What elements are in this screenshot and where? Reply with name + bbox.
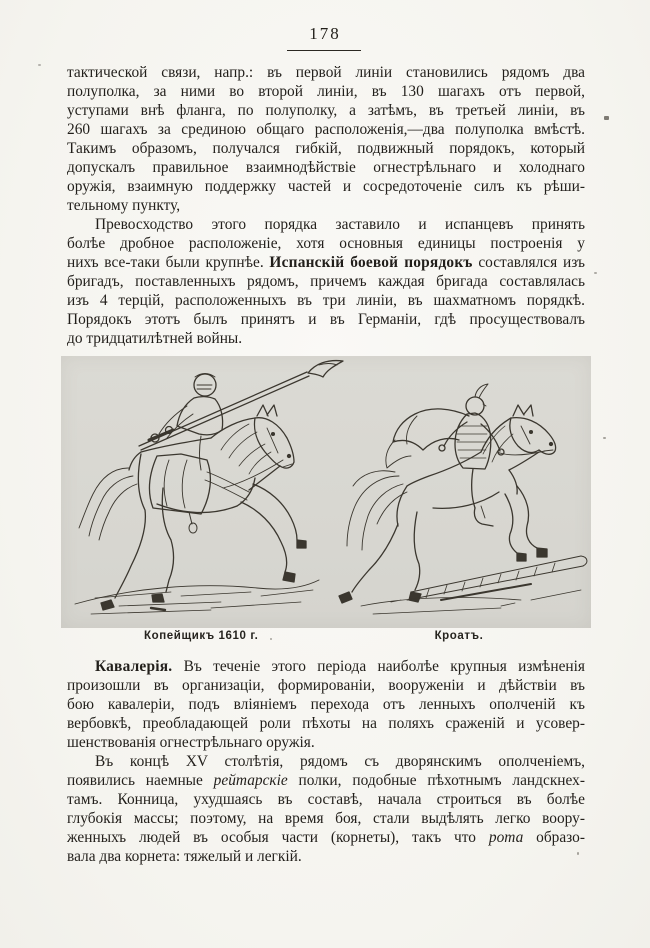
text-line [67,158,585,177]
text-segment: глубокія массы; поэтому, на время боя, стали выдѣлять легко воору- [67,810,585,827]
pikeman-illustration [75,361,343,614]
text-line [67,82,585,101]
text-segment: нихъ все-таки были крупнѣе. [67,254,270,271]
text-line [67,63,585,82]
text-segment: тактической связи, напр.: въ первой линіи становились рядомъ два [67,64,585,81]
text-segment: Въ теченіе этого періода наиболѣе крупныя измѣненія [172,658,585,675]
text-segment: тамъ. Конница, ухудшаясь въ составѣ, начала строиться въ болѣе [67,791,585,808]
scan-speck [604,116,609,120]
text-line [67,196,585,215]
croat-illustration [339,384,587,614]
text-segment: до тридцатилѣтней войны. [67,330,243,347]
text-segment: Такимъ образомъ, получался гибкій, подвижный порядокъ, который [67,140,585,157]
bold-text: Кавалерія. [95,658,173,675]
text-line [67,676,585,695]
text-line [67,234,585,253]
header-rule [287,50,361,51]
text-segment: 260 шагахъ за срединою общаго расположенія,—два полуполка вмѣстѣ. [67,121,585,138]
text-line [67,310,585,329]
text-segment: составлялся изъ [472,254,585,271]
text-line [67,120,585,139]
text-segment: тельному пункту, [67,197,181,214]
text-segment: допускалъ правильное взаимнодѣйствіе огнестрѣльнаго и холоднаго [67,159,585,176]
text-segment: вербовкѣ, преобладающей роли пѣхоты на поляхъ сраженій и усовер- [67,715,585,732]
text-line [67,177,585,196]
italic-text: рота [488,829,524,846]
text-line [67,101,585,120]
text-segment: полуполка, за ними во второй линіи, въ 130 шагахъ отъ первой, [67,83,585,100]
scan-speck [594,272,597,274]
text-segment: полки, подобные пѣхотнымъ ландскнех- [287,772,585,789]
text-line [67,790,585,809]
text-line [67,139,585,158]
italic-text: рейтарскіе [213,772,288,789]
text-line [67,714,585,733]
text-segment: Порядокъ этотъ былъ принятъ и въ Германіи, гдѣ просуществовалъ [67,311,585,328]
text-segment: вала два корнета: тяжелый и легкій. [67,848,302,865]
text-line [67,695,585,714]
text-segment: уступами внѣ фланга, по полуполку, а затѣмъ, въ третьей линіи, въ [67,102,585,119]
text-segment: оружія, взаимную поддержку частей и сосредоточеніе силъ къ рѣши- [67,178,585,195]
figure-captions [61,630,591,646]
text-segment: бригадъ, поставленныхъ рядомъ, причемъ каждая бригада составлялась [67,273,585,290]
text-segment: Превосходство этого порядка заставило и испанцевъ принять [95,216,585,233]
text-segment: появились наемные [67,772,214,789]
text-line [67,291,585,310]
scan-speck [603,437,606,439]
text-segment: произошли въ организаціи, формированіи, вооруженіи и дѣйствіи въ [67,677,585,694]
text-segment: шенствованія огнестрѣльнаго оружія. [67,734,315,751]
text-line [67,809,585,828]
text-line [67,272,585,291]
text-segment: образо- [523,829,585,846]
caption-pikeman: Копейщикъ 1610 г. [144,630,259,642]
text-block-upper [67,63,585,348]
text-line [67,215,585,234]
text-block-lower [67,657,585,866]
text-segment: изъ 4 терцій, расположенныхъ въ три линіи, въ шахматномъ порядкѣ. [67,292,585,309]
text-line [67,733,585,752]
scan-speck [38,64,41,66]
text-line [67,828,585,847]
page-number: 178 [309,24,341,43]
text-line [67,847,585,866]
text-segment: Въ концѣ XV столѣтія, рядомъ съ дворянскимъ ополченіемъ, [95,753,585,770]
text-line [67,752,585,771]
text-line [67,329,585,348]
bold-text: Испанскій боевой порядокъ [269,254,473,271]
caption-croat: Кроатъ. [434,630,484,642]
text-segment: бою кавалеріи, подъ вліяніемъ перехода отъ ленныхъ ополченій къ [67,696,585,713]
text-segment: болѣе дробное расположеніе, хотя основныя единицы построенія у [67,235,585,252]
text-line [67,771,585,790]
scan-speck [270,638,272,640]
text-line [67,657,585,676]
figure-plate [61,356,591,628]
page-header [0,24,650,47]
scan-speck [577,852,579,855]
text-line [67,253,585,272]
text-segment: женныхъ людей въ особыя части (корнеты), такъ что [67,829,489,846]
engraving-two-horsemen [61,356,591,628]
